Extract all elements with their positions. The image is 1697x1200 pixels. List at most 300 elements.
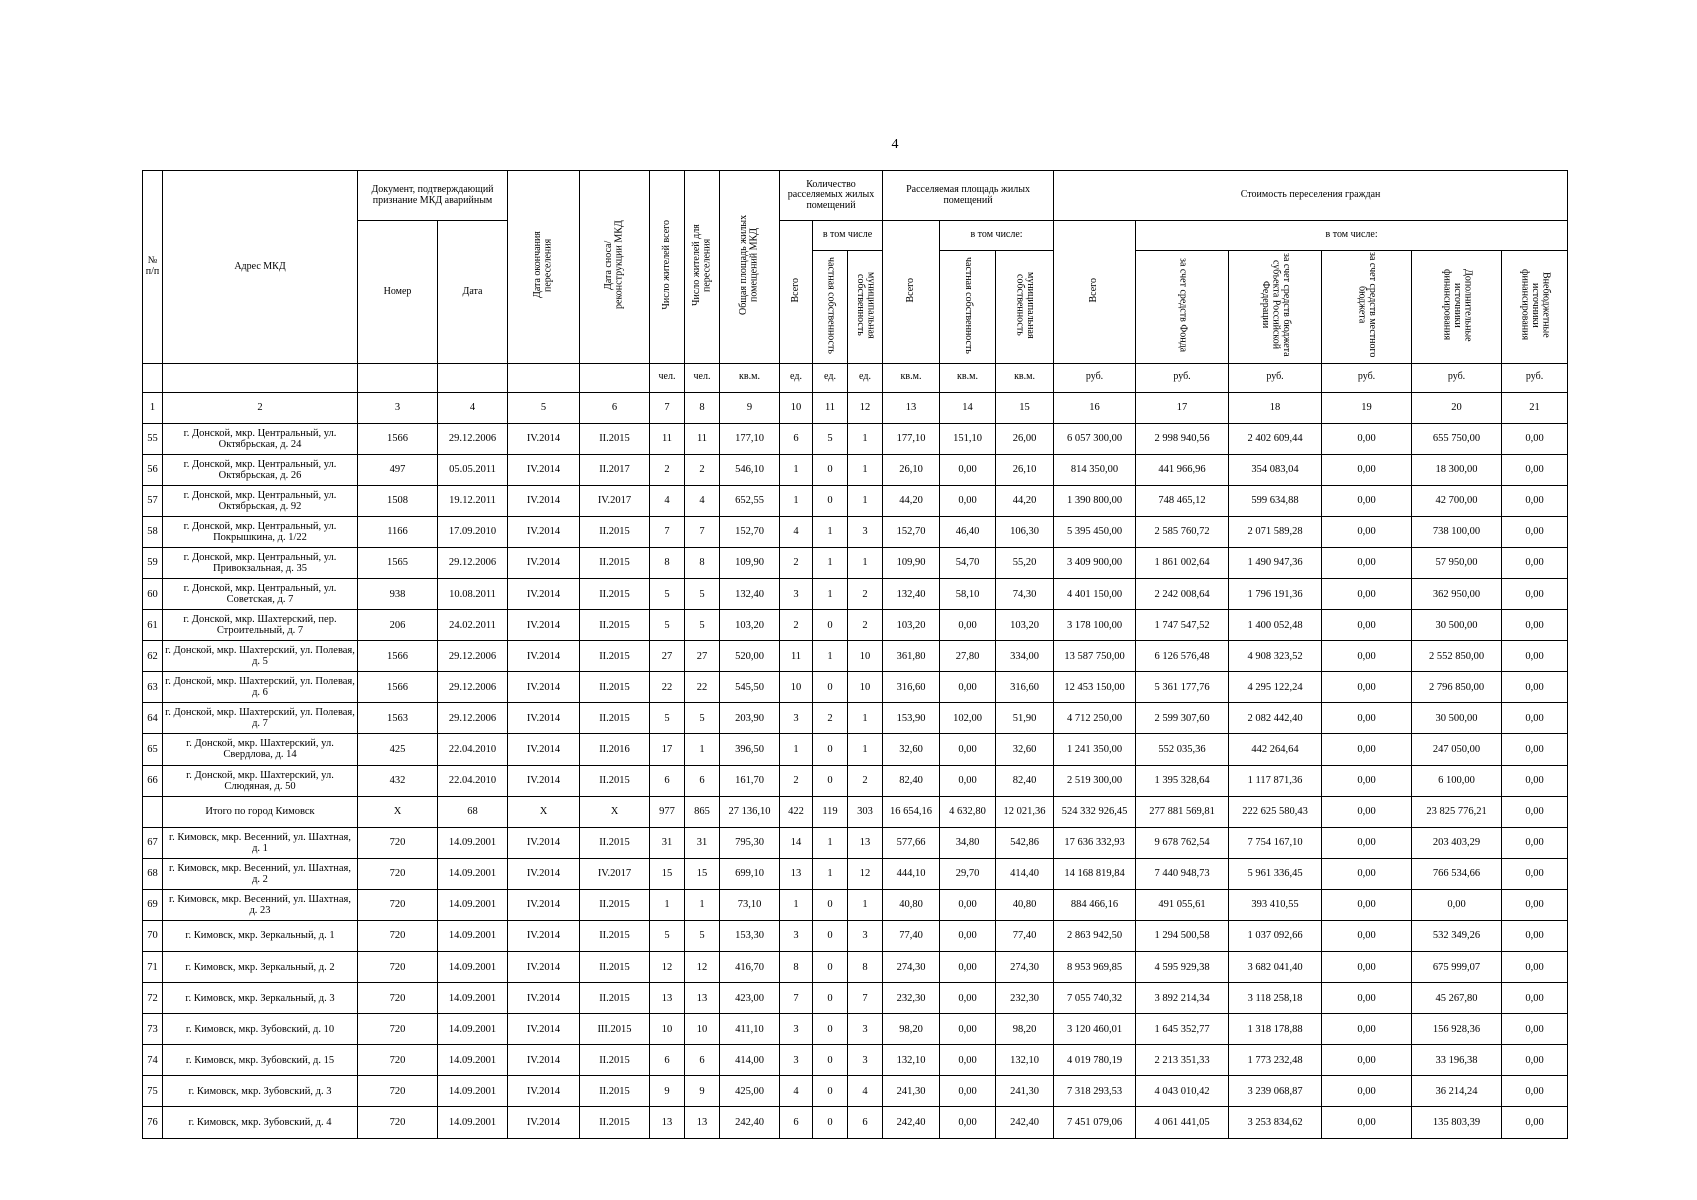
total-row <box>143 796 1568 827</box>
table-cell: 2 <box>780 765 813 796</box>
table-cell: 103,20 <box>720 610 780 641</box>
table-cell: 1 318 178,88 <box>1229 1014 1322 1045</box>
table-cell: 58,10 <box>940 578 996 609</box>
table-cell: 241,30 <box>883 1076 940 1107</box>
table-cell: 0,00 <box>1322 1076 1412 1107</box>
table-cell: 2 213 351,33 <box>1136 1045 1229 1076</box>
header-residents-total: Число жителей всего <box>650 171 685 364</box>
column-index-cell: 19 <box>1322 392 1412 423</box>
table-cell: IV.2014 <box>508 734 580 765</box>
row-number-cell: 64 <box>143 703 163 734</box>
table-cell: 1 <box>780 485 813 516</box>
table-cell: 152,70 <box>883 516 940 547</box>
table-cell: 0,00 <box>1322 952 1412 983</box>
table-cell: 82,40 <box>996 765 1054 796</box>
table-cell: 393 410,55 <box>1229 889 1322 920</box>
address-cell: Итого по город Кимовск <box>163 796 358 827</box>
table-cell: 6 <box>780 423 813 454</box>
table-cell: 5 <box>650 920 685 951</box>
table-cell: 2 552 850,00 <box>1412 641 1502 672</box>
table-cell: 12 <box>685 952 720 983</box>
table-cell: 4 <box>780 1076 813 1107</box>
header-cost-total: Всего <box>1054 221 1136 364</box>
table-row <box>143 920 1568 951</box>
header-area-group: Расселяемая площадь жилых помещений <box>883 171 1054 221</box>
table-cell: 432 <box>358 765 438 796</box>
row-number-cell <box>143 796 163 827</box>
row-number-cell: 55 <box>143 423 163 454</box>
table-cell: 0,00 <box>1502 1014 1568 1045</box>
table-cell: 0,00 <box>1412 889 1502 920</box>
table-cell: 77,40 <box>996 920 1054 951</box>
table-cell: 1 294 500,58 <box>1136 920 1229 951</box>
header-cost-incl: в том числе: <box>1136 221 1568 251</box>
unit-cell: ед. <box>780 363 813 392</box>
table-cell: 26,10 <box>883 454 940 485</box>
table-cell: 4 908 323,52 <box>1229 641 1322 672</box>
table-cell: 153,90 <box>883 703 940 734</box>
table-cell: 10 <box>685 1014 720 1045</box>
header-rooms-private: частная собственность <box>813 251 848 364</box>
table-cell: 423,00 <box>720 983 780 1014</box>
column-index-cell: 8 <box>685 392 720 423</box>
table-cell: 11 <box>685 423 720 454</box>
table-cell: 0,00 <box>1322 610 1412 641</box>
table-cell: 82,40 <box>883 765 940 796</box>
table-row <box>143 734 1568 765</box>
table-cell: 4 401 150,00 <box>1054 578 1136 609</box>
unit-cell: руб. <box>1322 363 1412 392</box>
address-cell: г. Донской, мкр. Шахтерский, ул. Полевая, д. 7 <box>163 703 358 734</box>
table-cell: 1 861 002,64 <box>1136 547 1229 578</box>
table-cell: 14.09.2001 <box>438 1045 508 1076</box>
table-cell: 3 <box>848 516 883 547</box>
row-number-cell: 57 <box>143 485 163 516</box>
table-cell: 0,00 <box>940 952 996 983</box>
table-cell: 0,00 <box>1322 703 1412 734</box>
table-cell: 3 <box>780 578 813 609</box>
table-cell: IV.2014 <box>508 1076 580 1107</box>
table-cell: 29.12.2006 <box>438 672 508 703</box>
table-cell: 4 <box>685 485 720 516</box>
table-cell: II.2015 <box>580 1076 650 1107</box>
table-cell: 0,00 <box>940 485 996 516</box>
table-cell: 31 <box>685 827 720 858</box>
table-cell: IV.2014 <box>508 672 580 703</box>
address-cell: г. Кимовск, мкр. Зеркальный, д. 2 <box>163 952 358 983</box>
table-cell: 14.09.2001 <box>438 1107 508 1138</box>
table-cell: 27 136,10 <box>720 796 780 827</box>
table-cell: 5 <box>685 578 720 609</box>
header-date-demolition: Дата сноса/реконструкции МКД <box>580 171 650 364</box>
table-cell: IV.2014 <box>508 765 580 796</box>
table-cell: 2 998 940,56 <box>1136 423 1229 454</box>
table-cell: 0,00 <box>1502 734 1568 765</box>
table-cell: 17 636 332,93 <box>1054 827 1136 858</box>
table-row <box>143 547 1568 578</box>
table-cell: 1 <box>848 423 883 454</box>
table-cell: 6 057 300,00 <box>1054 423 1136 454</box>
page-number: 4 <box>891 137 899 152</box>
table-cell: 29,70 <box>940 858 996 889</box>
table-cell: 40,80 <box>996 889 1054 920</box>
table-cell: 6 <box>780 1107 813 1138</box>
row-number-cell: 66 <box>143 765 163 796</box>
header-rooms-group: Количество расселяемых жилых помещений <box>780 171 883 221</box>
table-cell: 46,40 <box>940 516 996 547</box>
table-cell: 0 <box>813 1076 848 1107</box>
table-cell: 14.09.2001 <box>438 889 508 920</box>
table-cell: 0,00 <box>1502 485 1568 516</box>
table-cell: 29.12.2006 <box>438 423 508 454</box>
table-cell: 16 654,16 <box>883 796 940 827</box>
table-cell: 3 682 041,40 <box>1229 952 1322 983</box>
table-cell: 3 892 214,34 <box>1136 983 1229 1014</box>
table-cell: 32,60 <box>996 734 1054 765</box>
table-cell: 520,00 <box>720 641 780 672</box>
table-cell: 441 966,96 <box>1136 454 1229 485</box>
table-cell: 0,00 <box>1502 920 1568 951</box>
table-cell: 599 634,88 <box>1229 485 1322 516</box>
table-cell: 5 <box>685 610 720 641</box>
table-cell: 720 <box>358 1076 438 1107</box>
table-cell: 222 625 580,43 <box>1229 796 1322 827</box>
table-cell: 8 <box>685 547 720 578</box>
table-cell: 361,80 <box>883 641 940 672</box>
unit-cell: кв.м. <box>720 363 780 392</box>
table-cell: 0,00 <box>1322 547 1412 578</box>
table-cell: 109,90 <box>720 547 780 578</box>
table-cell: 14.09.2001 <box>438 920 508 951</box>
table-cell: 29.12.2006 <box>438 703 508 734</box>
table-cell: 303 <box>848 796 883 827</box>
column-index-cell: 21 <box>1502 392 1568 423</box>
unit-cell: ед. <box>813 363 848 392</box>
table-cell: 156 928,36 <box>1412 1014 1502 1045</box>
table-cell: 0,00 <box>1322 578 1412 609</box>
column-index-cell: 9 <box>720 392 780 423</box>
table-cell: 0 <box>813 610 848 641</box>
table-cell: 3 <box>848 920 883 951</box>
table-cell: II.2015 <box>580 920 650 951</box>
address-cell: г. Донской, мкр. Шахтерский, ул. Полевая, д. 6 <box>163 672 358 703</box>
header-cost-fund: за счет средств Фонда <box>1136 251 1229 364</box>
table-cell: 1 <box>780 734 813 765</box>
table-cell: IV.2014 <box>508 423 580 454</box>
table-cell: 4 <box>780 516 813 547</box>
table-cell: 362 950,00 <box>1412 578 1502 609</box>
table-cell: 1 <box>685 889 720 920</box>
address-cell: г. Кимовск, мкр. Зубовский, д. 3 <box>163 1076 358 1107</box>
table-cell: X <box>580 796 650 827</box>
table-cell: 1 747 547,52 <box>1136 610 1229 641</box>
table-cell: 1 <box>685 734 720 765</box>
table-cell: 422 <box>780 796 813 827</box>
table-cell: 5 <box>650 703 685 734</box>
table-cell: 13 <box>650 983 685 1014</box>
units-empty-cell <box>163 363 358 392</box>
table-cell: 6 <box>848 1107 883 1138</box>
table-cell: 1 645 352,77 <box>1136 1014 1229 1045</box>
header-rooms-municipal: муниципальная собственность <box>848 251 883 364</box>
table-cell: 203 403,29 <box>1412 827 1502 858</box>
table-cell: 177,10 <box>720 423 780 454</box>
column-index-cell: 7 <box>650 392 685 423</box>
table-cell: 5 <box>685 703 720 734</box>
row-number-cell: 70 <box>143 920 163 951</box>
table-cell: 5 361 177,76 <box>1136 672 1229 703</box>
table-cell: 1 <box>813 547 848 578</box>
table-cell: 1 <box>780 454 813 485</box>
table-row <box>143 610 1568 641</box>
header-rooms-incl: в том числе <box>813 221 883 251</box>
table-cell: 13 <box>650 1107 685 1138</box>
table-cell: 15 <box>650 858 685 889</box>
address-cell: г. Донской, мкр. Шахтерский, ул. Слюдяная, д. 50 <box>163 765 358 796</box>
table-cell: 1 <box>848 454 883 485</box>
table-cell: 14.09.2001 <box>438 1076 508 1107</box>
table-cell: 0,00 <box>940 610 996 641</box>
resettlement-table <box>142 170 1568 1139</box>
table-row <box>143 578 1568 609</box>
table-cell: 103,20 <box>883 610 940 641</box>
table-cell: 3 <box>780 1014 813 1045</box>
table-cell: 0,00 <box>1322 1045 1412 1076</box>
table-cell: 0,00 <box>1502 423 1568 454</box>
table-cell: 720 <box>358 952 438 983</box>
table-cell: 98,20 <box>996 1014 1054 1045</box>
table-cell: 0,00 <box>1502 1045 1568 1076</box>
table-cell: II.2015 <box>580 765 650 796</box>
table-cell: 22 <box>650 672 685 703</box>
units-empty-cell <box>358 363 438 392</box>
table-cell: 1 <box>848 485 883 516</box>
table-cell: 242,40 <box>883 1107 940 1138</box>
table-row <box>143 1107 1568 1138</box>
address-cell: г. Донской, мкр. Шахтерский, ул. Полевая, д. 5 <box>163 641 358 672</box>
table-cell: 14.09.2001 <box>438 827 508 858</box>
table-cell: 1 <box>813 641 848 672</box>
unit-cell: кв.м. <box>996 363 1054 392</box>
table-cell: 45 267,80 <box>1412 983 1502 1014</box>
table-cell: II.2015 <box>580 547 650 578</box>
address-cell: г. Кимовск, мкр. Весенний, ул. Шахтная, д. 2 <box>163 858 358 889</box>
table-cell: 7 318 293,53 <box>1054 1076 1136 1107</box>
table-cell: 1 037 092,66 <box>1229 920 1322 951</box>
column-index-cell: 13 <box>883 392 940 423</box>
unit-cell: руб. <box>1229 363 1322 392</box>
table-cell: 0,00 <box>1502 889 1568 920</box>
table-cell: 34,80 <box>940 827 996 858</box>
table-cell: 491 055,61 <box>1136 889 1229 920</box>
table-cell: 0,00 <box>1322 672 1412 703</box>
table-cell: IV.2014 <box>508 983 580 1014</box>
table-cell: 0,00 <box>1322 1107 1412 1138</box>
address-cell: г. Кимовск, мкр. Зубовский, д. 4 <box>163 1107 358 1138</box>
table-cell: 33 196,38 <box>1412 1045 1502 1076</box>
table-cell: 2 <box>685 454 720 485</box>
table-cell: 0,00 <box>1322 983 1412 1014</box>
unit-cell: кв.м. <box>940 363 996 392</box>
table-cell: X <box>508 796 580 827</box>
table-cell: 8 <box>650 547 685 578</box>
unit-cell: руб. <box>1136 363 1229 392</box>
table-cell: 0,00 <box>1502 983 1568 1014</box>
row-number-cell: 71 <box>143 952 163 983</box>
table-cell: 27 <box>650 641 685 672</box>
table-cell: II.2015 <box>580 641 650 672</box>
table-row <box>143 516 1568 547</box>
table-row <box>143 485 1568 516</box>
table-cell: II.2015 <box>580 983 650 1014</box>
table-cell: 44,20 <box>996 485 1054 516</box>
table-cell: 14.09.2001 <box>438 983 508 1014</box>
table-cell: 2 796 850,00 <box>1412 672 1502 703</box>
table-cell: 177,10 <box>883 423 940 454</box>
table-cell: 106,30 <box>996 516 1054 547</box>
table-cell: 6 <box>685 1045 720 1076</box>
table-cell: 720 <box>358 1045 438 1076</box>
unit-cell: кв.м. <box>883 363 940 392</box>
table-cell: 23 825 776,21 <box>1412 796 1502 827</box>
table-cell: 3 120 460,01 <box>1054 1014 1136 1045</box>
table-cell: 524 332 926,45 <box>1054 796 1136 827</box>
table-cell: 153,30 <box>720 920 780 951</box>
table-cell: 0,00 <box>940 889 996 920</box>
table-cell: 132,10 <box>996 1045 1054 1076</box>
table-cell: 0,00 <box>1502 641 1568 672</box>
table-cell: 0 <box>813 454 848 485</box>
table-cell: 10.08.2011 <box>438 578 508 609</box>
table-cell: 13 <box>848 827 883 858</box>
table-cell: 0,00 <box>1502 578 1568 609</box>
header-cost-group: Стоимость переселения граждан <box>1054 171 1568 221</box>
table-cell: IV.2014 <box>508 827 580 858</box>
table-cell: 54,70 <box>940 547 996 578</box>
table-cell: 27 <box>685 641 720 672</box>
header-doc-date: Дата <box>438 221 508 364</box>
table-cell: 2 <box>813 703 848 734</box>
table-cell: II.2015 <box>580 889 650 920</box>
table-cell: 7 055 740,32 <box>1054 983 1136 1014</box>
header-rooms-total: Всего <box>780 221 813 364</box>
table-cell: 416,70 <box>720 952 780 983</box>
row-number-cell: 56 <box>143 454 163 485</box>
table-cell: 766 534,66 <box>1412 858 1502 889</box>
table-cell: II.2015 <box>580 703 650 734</box>
address-cell: г. Кимовск, мкр. Зубовский, д. 15 <box>163 1045 358 1076</box>
table-cell: 3 253 834,62 <box>1229 1107 1322 1138</box>
table-row <box>143 858 1568 889</box>
table-cell: 24.02.2011 <box>438 610 508 641</box>
table-cell: 0,00 <box>1502 827 1568 858</box>
table-cell: IV.2014 <box>508 610 580 641</box>
table-cell: 242,40 <box>720 1107 780 1138</box>
table-cell: 2 <box>650 454 685 485</box>
address-cell: г. Донской, мкр. Центральный, ул. Октябрьская, д. 24 <box>163 423 358 454</box>
row-number-cell: 68 <box>143 858 163 889</box>
table-cell: 102,00 <box>940 703 996 734</box>
table-cell: 0,00 <box>940 983 996 1014</box>
table-cell: 0,00 <box>1322 423 1412 454</box>
table-cell: 2 <box>848 610 883 641</box>
table-cell: 0 <box>813 765 848 796</box>
units-row <box>143 363 1568 392</box>
table-cell: 77,40 <box>883 920 940 951</box>
column-index-cell: 3 <box>358 392 438 423</box>
table-cell: 1 390 800,00 <box>1054 485 1136 516</box>
table-cell: 0,00 <box>1322 485 1412 516</box>
table-cell: 3 <box>848 1045 883 1076</box>
table-cell: 411,10 <box>720 1014 780 1045</box>
table-cell: 354 083,04 <box>1229 454 1322 485</box>
table-cell: 720 <box>358 983 438 1014</box>
table-cell: 414,00 <box>720 1045 780 1076</box>
table-cell: 7 440 948,73 <box>1136 858 1229 889</box>
table-cell: 720 <box>358 889 438 920</box>
table-cell: 103,20 <box>996 610 1054 641</box>
column-index-cell: 1 <box>143 392 163 423</box>
table-cell: 13 <box>685 983 720 1014</box>
table-cell: 9 <box>685 1076 720 1107</box>
units-empty-cell <box>508 363 580 392</box>
row-number-cell: 73 <box>143 1014 163 1045</box>
table-cell: X <box>358 796 438 827</box>
table-cell: 10 <box>780 672 813 703</box>
unit-cell: руб. <box>1054 363 1136 392</box>
table-cell: 1 <box>848 703 883 734</box>
table-cell: 0 <box>813 889 848 920</box>
table-cell: IV.2014 <box>508 703 580 734</box>
table-cell: 542,86 <box>996 827 1054 858</box>
header-doc-number: Номер <box>358 221 438 364</box>
table-cell: 232,30 <box>996 983 1054 1014</box>
table-row <box>143 1014 1568 1045</box>
column-index-cell: 15 <box>996 392 1054 423</box>
table-cell: 8 <box>780 952 813 983</box>
table-cell: 14.09.2001 <box>438 952 508 983</box>
table-cell: 2 082 442,40 <box>1229 703 1322 734</box>
table-cell: 2 071 589,28 <box>1229 516 1322 547</box>
table-cell: 2 585 760,72 <box>1136 516 1229 547</box>
table-cell: 05.05.2011 <box>438 454 508 485</box>
row-number-cell: 58 <box>143 516 163 547</box>
table-cell: 2 <box>780 547 813 578</box>
table-cell: 29.12.2006 <box>438 641 508 672</box>
table-cell: 3 <box>780 1045 813 1076</box>
table-cell: III.2015 <box>580 1014 650 1045</box>
table-cell: 1166 <box>358 516 438 547</box>
column-index-cell: 20 <box>1412 392 1502 423</box>
address-cell: г. Донской, мкр. Шахтерский, пер. Строительный, д. 7 <box>163 610 358 641</box>
table-cell: 1 490 947,36 <box>1229 547 1322 578</box>
table-cell: 26,10 <box>996 454 1054 485</box>
table-cell: IV.2014 <box>508 516 580 547</box>
table-cell: 414,40 <box>996 858 1054 889</box>
table-cell: IV.2014 <box>508 889 580 920</box>
unit-cell: чел. <box>650 363 685 392</box>
table-cell: 3 409 900,00 <box>1054 547 1136 578</box>
column-index-cell: 12 <box>848 392 883 423</box>
address-cell: г. Донской, мкр. Центральный, ул. Покрышкина, д. 1/22 <box>163 516 358 547</box>
table-cell: 0,00 <box>1322 734 1412 765</box>
table-cell: IV.2014 <box>508 578 580 609</box>
table-cell: 0,00 <box>1502 1107 1568 1138</box>
table-cell: 0,00 <box>1322 454 1412 485</box>
table-cell: 1 <box>813 827 848 858</box>
header-cost-local: за счет средств местного бюджета <box>1322 251 1412 364</box>
table-cell: II.2015 <box>580 423 650 454</box>
